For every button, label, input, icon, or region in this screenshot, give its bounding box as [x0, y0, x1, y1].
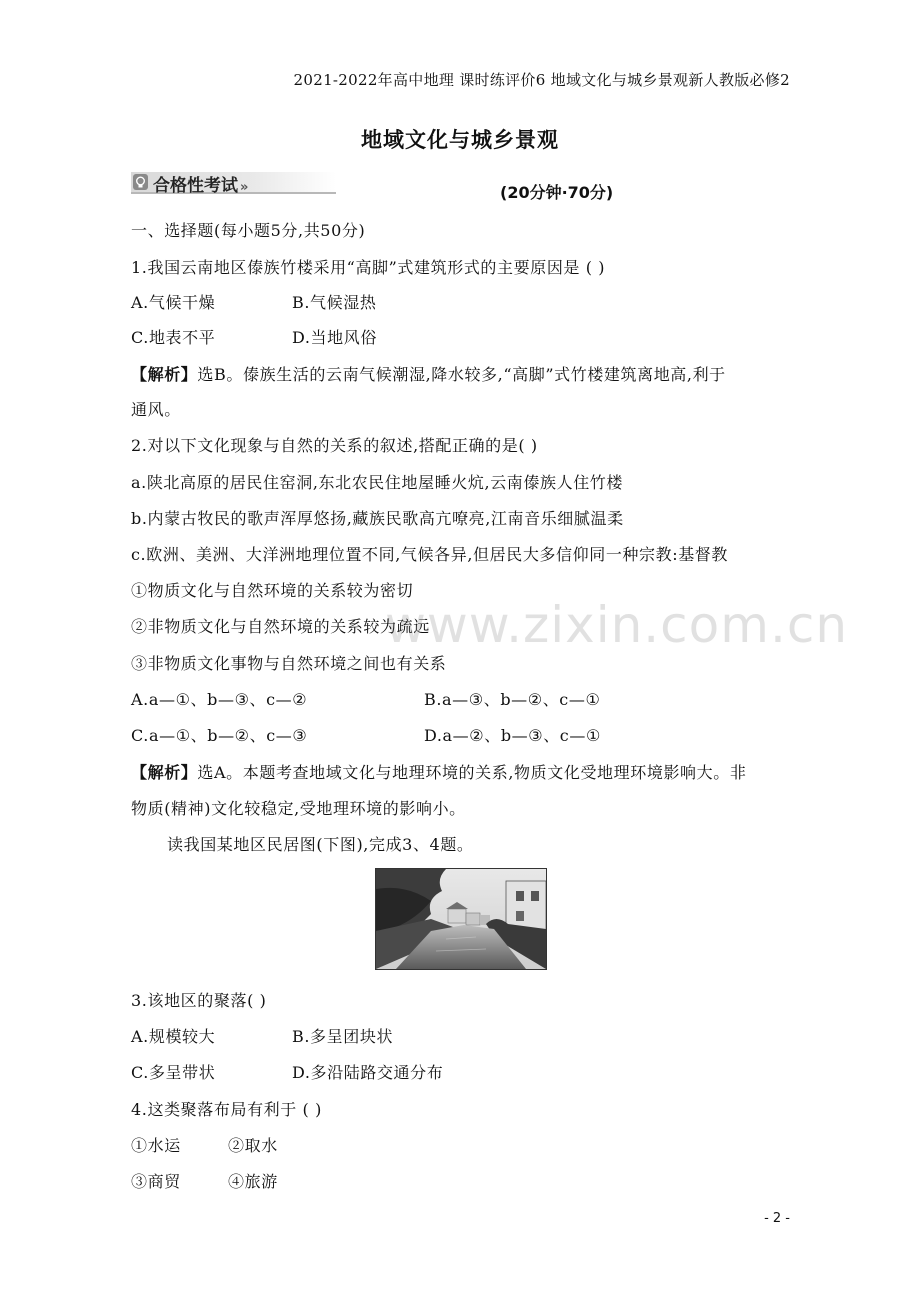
q4-option-2: ②取水 — [228, 1136, 278, 1155]
q4-stem: 4.这类聚落布局有利于 ( ) — [131, 1100, 322, 1119]
analysis-tag: 【解析】 — [131, 763, 198, 782]
q3-option-c: C.多呈带状 — [131, 1063, 216, 1082]
q2-option-d: D.a—②、b—③、c—① — [424, 726, 601, 745]
watermark: www.zixin.com.cn — [385, 596, 849, 654]
lightbulb-icon — [133, 174, 148, 190]
q1-option-b: B.气候湿热 — [292, 293, 377, 312]
section-banner — [131, 172, 341, 196]
q2-analysis-text: 选A。本题考查地域文化与地理环境的关系,物质文化受地理环境影响大。非 — [197, 763, 747, 782]
village-canal-photo — [375, 868, 547, 970]
page-number: - 2 - — [764, 1211, 790, 1226]
q3-stem: 3.该地区的聚落( ) — [131, 991, 267, 1010]
q1-analysis — [131, 362, 726, 385]
q3-option-a: A.规模较大 — [131, 1027, 216, 1046]
running-header: 2021-2022年高中地理 课时练评价6 地域文化与城乡景观新人教版必修2 — [293, 71, 790, 89]
q2-item-c: c.欧洲、美洲、大洋洲地理位置不同,气候各异,但居民大多信仰同一种宗教:基督教 — [131, 545, 729, 564]
section-label: 合格性考试 » — [153, 176, 249, 196]
q2-item-b: b.内蒙古牧民的歌声浑厚悠扬,藏族民歌高亢嘹亮,江南音乐细腻温柔 — [131, 509, 624, 528]
q3-option-d: D.多沿陆路交通分布 — [292, 1063, 444, 1082]
part-heading: 一、选择题(每小题5分,共50分) — [131, 221, 366, 240]
q1-analysis-cont: 通风。 — [131, 400, 181, 419]
q4-option-4: ④旅游 — [228, 1172, 278, 1191]
q1-option-d: D.当地风俗 — [292, 328, 377, 347]
q2-option-c: C.a—①、b—②、c—③ — [131, 726, 308, 745]
q1-analysis-text: 选B。傣族生活的云南气候潮湿,降水较多,“高脚”式竹楼建筑离地高,利于 — [197, 365, 726, 384]
q2-stem: 2.对以下文化现象与自然的关系的叙述,搭配正确的是( ) — [131, 436, 538, 455]
q2-statement-1: ①物质文化与自然环境的关系较为密切 — [131, 581, 414, 600]
q2-statement-3: ③非物质文化事物与自然环境之间也有关系 — [131, 654, 447, 673]
q4-option-1: ①水运 — [131, 1136, 181, 1155]
q4-option-3: ③商贸 — [131, 1172, 181, 1191]
time-info: (20分钟·70分) — [500, 183, 614, 202]
q34-intro: 读我国某地区民居图(下图),完成3、4题。 — [167, 835, 474, 854]
page-title: 地域文化与城乡景观 — [361, 127, 559, 152]
q3-option-b: B.多呈团块状 — [292, 1027, 394, 1046]
q2-option-a: A.a—①、b—③、c—② — [131, 690, 308, 709]
q2-option-b: B.a—③、b—②、c—① — [424, 690, 601, 709]
q1-stem: 1.我国云南地区傣族竹楼采用“高脚”式建筑形式的主要原因是 ( ) — [131, 258, 606, 277]
q1-option-a: A.气候干燥 — [131, 293, 216, 312]
q2-analysis — [131, 760, 746, 783]
analysis-tag: 【解析】 — [131, 365, 198, 384]
q2-analysis-cont: 物质(精神)文化较稳定,受地理环境的影响小。 — [131, 799, 466, 818]
q2-statement-2: ②非物质文化与自然环境的关系较为疏远 — [131, 617, 430, 636]
q2-item-a: a.陕北高原的居民住窑洞,东北农民住地屋睡火炕,云南傣族人住竹楼 — [131, 473, 623, 492]
double-chevron-icon: » — [240, 180, 249, 195]
q1-option-c: C.地表不平 — [131, 328, 216, 347]
